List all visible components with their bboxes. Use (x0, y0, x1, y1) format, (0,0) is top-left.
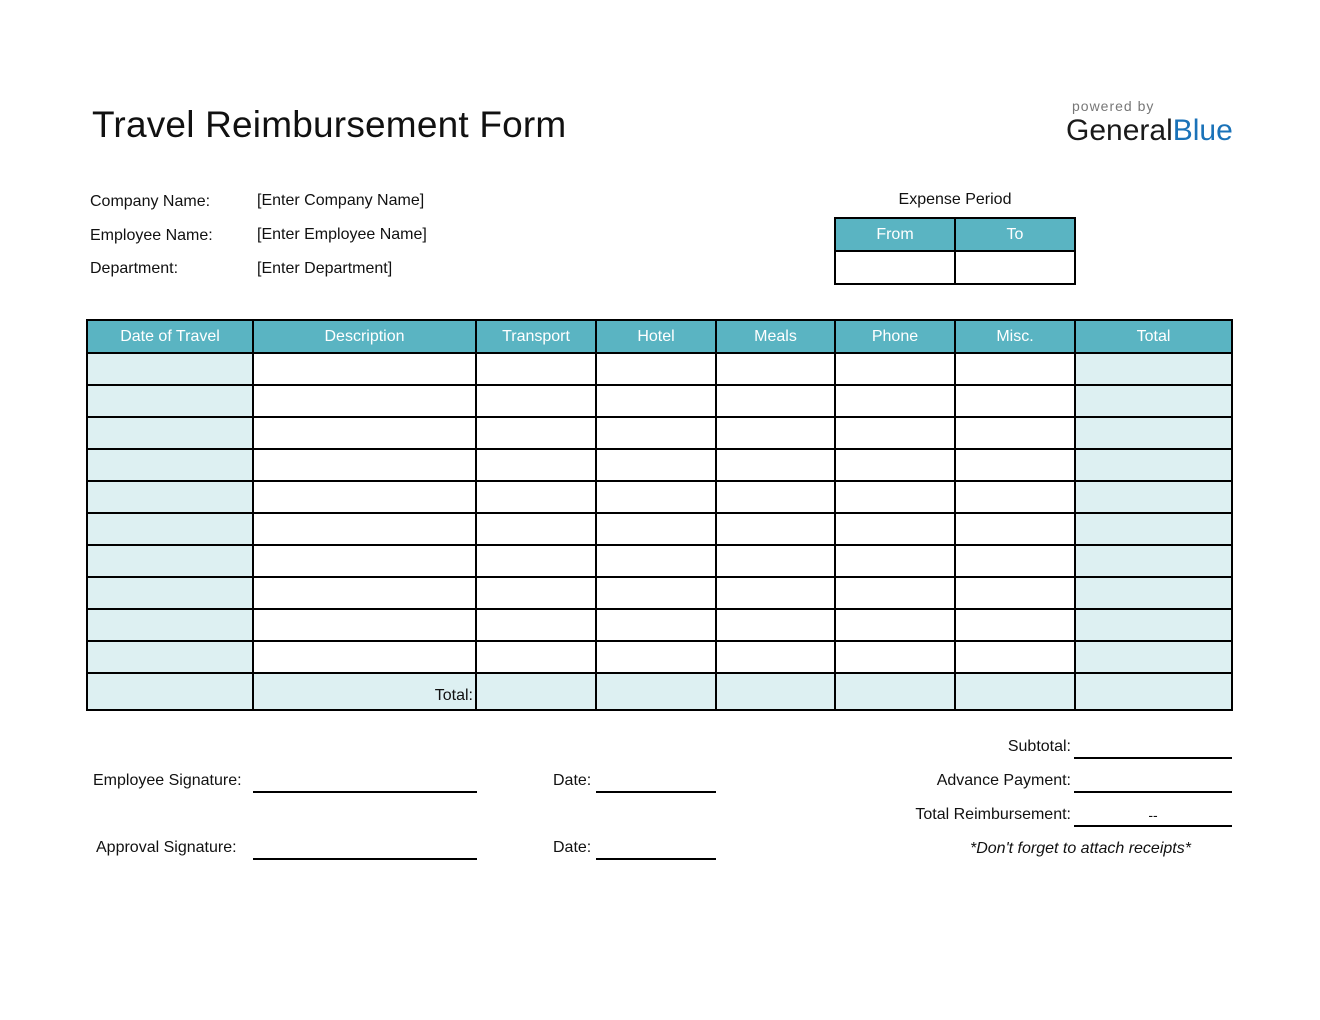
cell-misc[interactable] (955, 577, 1075, 609)
table-row (87, 513, 1232, 545)
cell-hotel[interactable] (596, 481, 716, 513)
total-cell-meals (716, 673, 835, 710)
cell-description[interactable] (253, 353, 476, 385)
total-cell-phone (835, 673, 955, 710)
table-total-row (87, 673, 1232, 710)
company-name-label: Company Name: (90, 193, 211, 210)
cell-description[interactable] (253, 417, 476, 449)
total-row-label: Total: (253, 673, 476, 710)
table-row (87, 353, 1232, 385)
total-cell-total (1075, 673, 1232, 710)
cell-total[interactable] (1075, 481, 1232, 513)
cell-meals[interactable] (716, 481, 835, 513)
brand-blue: Blue (1172, 114, 1233, 147)
cell-transport[interactable] (476, 513, 596, 545)
cell-meals[interactable] (716, 353, 835, 385)
cell-total[interactable] (1075, 353, 1232, 385)
cell-description[interactable] (253, 609, 476, 641)
cell-transport[interactable] (476, 353, 596, 385)
cell-total[interactable] (1075, 641, 1232, 673)
powered-by-text: powered by (1072, 98, 1155, 114)
cell-total[interactable] (1075, 513, 1232, 545)
cell-transport[interactable] (476, 641, 596, 673)
cell-phone[interactable] (835, 481, 955, 513)
table-row (87, 577, 1232, 609)
cell-phone[interactable] (835, 417, 955, 449)
cell-misc[interactable] (955, 481, 1075, 513)
cell-hotel[interactable] (596, 577, 716, 609)
cell-description[interactable] (253, 641, 476, 673)
cell-hotel[interactable] (596, 641, 716, 673)
total-cell-date (87, 673, 253, 710)
col-transport: Transport (476, 320, 596, 353)
col-misc: Misc. (955, 320, 1075, 353)
cell-phone[interactable] (835, 385, 955, 417)
cell-phone[interactable] (835, 577, 955, 609)
cell-description[interactable] (253, 545, 476, 577)
cell-meals[interactable] (716, 385, 835, 417)
cell-phone[interactable] (835, 641, 955, 673)
col-phone: Phone (835, 320, 955, 353)
brand-logo (1066, 114, 1233, 148)
employee-name-field[interactable]: [Enter Employee Name] (257, 226, 427, 243)
expense-rows (87, 353, 1232, 710)
cell-transport[interactable] (476, 545, 596, 577)
cell-transport[interactable] (476, 577, 596, 609)
cell-transport[interactable] (476, 609, 596, 641)
cell-meals[interactable] (716, 609, 835, 641)
cell-hotel[interactable] (596, 385, 716, 417)
expense-period-title: Expense Period (898, 191, 1012, 208)
company-name-field[interactable]: [Enter Company Name] (257, 192, 425, 209)
cell-transport[interactable] (476, 417, 596, 449)
table-row (87, 417, 1232, 449)
subtotal-line[interactable] (1074, 757, 1232, 759)
cell-hotel[interactable] (596, 545, 716, 577)
table-header-row (87, 320, 1232, 353)
col-hotel: Hotel (596, 320, 716, 353)
cell-total[interactable] (1075, 449, 1232, 481)
approval-date-line[interactable] (596, 858, 716, 860)
cell-date[interactable] (87, 513, 253, 545)
cell-phone[interactable] (835, 545, 955, 577)
cell-description[interactable] (253, 385, 476, 417)
cell-date[interactable] (87, 609, 253, 641)
cell-total[interactable] (1075, 385, 1232, 417)
total-cell-misc (955, 673, 1075, 710)
cell-hotel[interactable] (596, 353, 716, 385)
receipts-note: *Don't forget to attach receipts* (970, 840, 1191, 857)
expense-table (86, 319, 1233, 711)
cell-meals[interactable] (716, 641, 835, 673)
period-to-header: To (955, 218, 1075, 251)
table-row (87, 449, 1232, 481)
subtotal-label: Subtotal: (1007, 738, 1071, 755)
cell-meals[interactable] (716, 449, 835, 481)
cell-total[interactable] (1075, 609, 1232, 641)
employee-date-line[interactable] (596, 791, 716, 793)
page-title: Travel Reimbursement Form (92, 104, 567, 145)
cell-transport[interactable] (476, 449, 596, 481)
total-cell-hotel (596, 673, 716, 710)
department-field[interactable]: [Enter Department] (257, 260, 393, 277)
cell-misc[interactable] (955, 417, 1075, 449)
cell-misc[interactable] (955, 513, 1075, 545)
col-meals: Meals (716, 320, 835, 353)
approval-signature-line[interactable] (253, 858, 477, 860)
cell-meals[interactable] (716, 513, 835, 545)
table-row (87, 609, 1232, 641)
col-description: Description (253, 320, 476, 353)
cell-hotel[interactable] (596, 609, 716, 641)
cell-date[interactable] (87, 449, 253, 481)
total-cell-transport (476, 673, 596, 710)
cell-misc[interactable] (955, 449, 1075, 481)
total-reimbursement-value: -- (1148, 807, 1158, 823)
cell-total[interactable] (1075, 577, 1232, 609)
cell-date[interactable] (87, 545, 253, 577)
advance-payment-label: Advance Payment: (936, 772, 1071, 789)
cell-misc[interactable] (955, 545, 1075, 577)
employee-name-label: Employee Name: (90, 227, 213, 244)
advance-payment-line[interactable] (1074, 791, 1232, 793)
cell-date[interactable] (87, 481, 253, 513)
cell-phone[interactable] (835, 449, 955, 481)
cell-meals[interactable] (716, 417, 835, 449)
cell-date[interactable] (87, 385, 253, 417)
cell-description[interactable] (253, 577, 476, 609)
approval-date-label: Date: (553, 839, 592, 856)
expense-period-table (834, 217, 1076, 285)
cell-date[interactable] (87, 353, 253, 385)
period-from-header: From (835, 218, 955, 251)
employee-date-label: Date: (553, 772, 592, 789)
cell-description[interactable] (253, 481, 476, 513)
cell-phone[interactable] (835, 513, 955, 545)
cell-hotel[interactable] (596, 417, 716, 449)
cell-phone[interactable] (835, 353, 955, 385)
table-row (87, 481, 1232, 513)
employee-signature-label: Employee Signature: (93, 772, 242, 789)
cell-misc[interactable] (955, 641, 1075, 673)
cell-date[interactable] (87, 577, 253, 609)
approval-signature-label: Approval Signature: (96, 839, 237, 856)
cell-total[interactable] (1075, 417, 1232, 449)
cell-misc[interactable] (955, 353, 1075, 385)
cell-total[interactable] (1075, 545, 1232, 577)
cell-hotel[interactable] (596, 449, 716, 481)
cell-description[interactable] (253, 513, 476, 545)
department-label: Department: (90, 260, 179, 277)
cell-transport[interactable] (476, 385, 596, 417)
total-reimbursement-label: Total Reimbursement: (915, 806, 1071, 823)
period-to-input[interactable] (955, 251, 1075, 284)
employee-signature-line[interactable] (253, 791, 477, 793)
cell-date[interactable] (87, 417, 253, 449)
total-reimbursement-line[interactable] (1074, 825, 1232, 827)
col-total: Total (1075, 320, 1232, 353)
cell-misc[interactable] (955, 609, 1075, 641)
cell-hotel[interactable] (596, 513, 716, 545)
brand-general: General (1066, 114, 1173, 147)
col-date-of-travel: Date of Travel (87, 320, 253, 353)
cell-date[interactable] (87, 641, 253, 673)
cell-misc[interactable] (955, 385, 1075, 417)
period-from-input[interactable] (835, 251, 955, 284)
table-row (87, 545, 1232, 577)
cell-phone[interactable] (835, 609, 955, 641)
table-row (87, 641, 1232, 673)
cell-description[interactable] (253, 449, 476, 481)
cell-meals[interactable] (716, 545, 835, 577)
cell-meals[interactable] (716, 577, 835, 609)
cell-transport[interactable] (476, 481, 596, 513)
table-row (87, 385, 1232, 417)
